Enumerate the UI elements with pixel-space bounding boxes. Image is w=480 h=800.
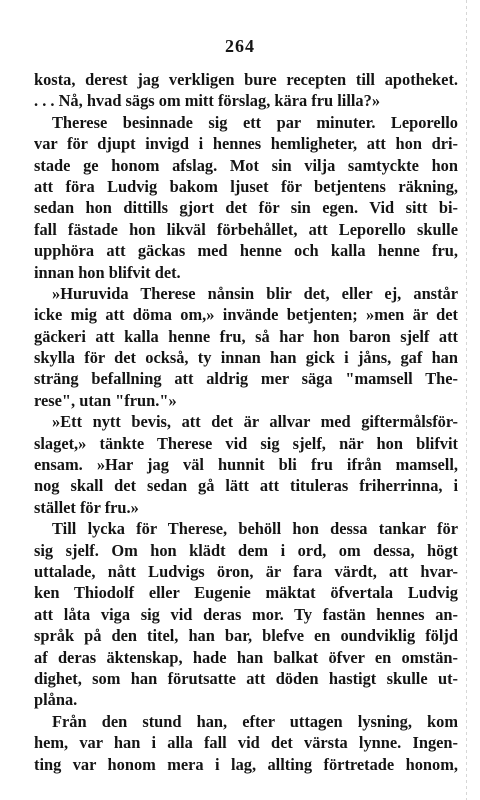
text-line: dighet, som han förutsatte att döden hastigt skulle ut- <box>34 668 458 688</box>
text-line: uttalade, nått Ludvigs öron, är fara värdt, att hvar- <box>34 561 458 581</box>
page-number: 264 <box>225 36 255 56</box>
text-line: ensam. »Har jag väl hunnit bli fru ifrån mamsell, <box>34 455 458 475</box>
text-line: ken Thiodolf eller Eugenie mäktat öfvertala Ludvig <box>34 583 458 603</box>
text-line: Therese besinnade sig ett par minuter. Leporello <box>52 112 458 132</box>
text-line: skylla för det också, ty innan han gick i jåns, gaf han <box>34 348 458 368</box>
text-line: upphöra att gäckas med henne och kalla henne fru, <box>34 241 458 261</box>
text-line: nog skall det sedan gå lätt att tituleras friherrinna, i <box>34 476 458 496</box>
text-line: stället för fru.» <box>34 497 139 517</box>
text-line: fall fästade hon likväl förbehållet, att Leporello skulle <box>34 219 458 239</box>
text-line: af deras äktenskap, hade han balkat öfver en omstän- <box>34 647 458 667</box>
text-line: »Ett nytt bevis, att det är allvar med giftermålsför- <box>52 412 458 432</box>
page-edge-rule <box>466 0 467 800</box>
text-line: var för djupt invigd i hennes hemligheter, att hon dri- <box>34 134 458 154</box>
text-line: stade ge honom afslag. Mot sin vilja samtyckte hon <box>34 155 458 175</box>
text-line: att låta viga sig vid deras mor. Ty fastän hennes an- <box>34 604 458 624</box>
text-line: gäckeri att kalla henne fru, så har hon baron sjelf att <box>34 326 458 346</box>
text-line: hem, var han i alla fall vid det värsta lynne. Ingen- <box>34 733 458 753</box>
text-line: rese", utan "frun."» <box>34 390 177 410</box>
text-line: »Huruvida Therese nånsin blir det, eller ej, anstår <box>52 283 458 303</box>
text-line: sträng befallning att aldrig mer säga "mamsell The- <box>34 369 458 389</box>
text-line: slaget,» tänkte Therese vid sig sjelf, när hon blifvit <box>34 433 458 453</box>
text-line: icke mig att döma om,» invände betjenten; »men är det <box>34 305 458 325</box>
text-line: Till lycka för Therese, behöll hon dessa tankar för <box>52 519 458 539</box>
text-line: ting var honom mera i lag, allting förtretade honom, <box>34 754 458 774</box>
text-line: plåna. <box>34 690 78 710</box>
text-line: att föra Ludvig bakom ljuset för betjentens räkning, <box>34 176 458 196</box>
text-line: sedan hon dittills gjort det för sin egen. Vid sitt bi- <box>34 198 458 218</box>
text-line: sig sjelf. Om hon klädt dem i ord, om dessa, högt <box>34 540 458 560</box>
text-line: innan hon blifvit det. <box>34 262 181 282</box>
body-text <box>34 69 458 775</box>
text-line: . . . Nå, hvad sägs om mitt förslag, kära fru lilla?» <box>34 91 381 111</box>
text-line: Från den stund han, efter uttagen lysning, kom <box>52 711 458 731</box>
text-line: kosta, derest jag verkligen bure recepten till apotheket. <box>34 70 458 89</box>
text-line: språk på den titel, han bar, blefve en oundviklig följd <box>34 626 458 646</box>
